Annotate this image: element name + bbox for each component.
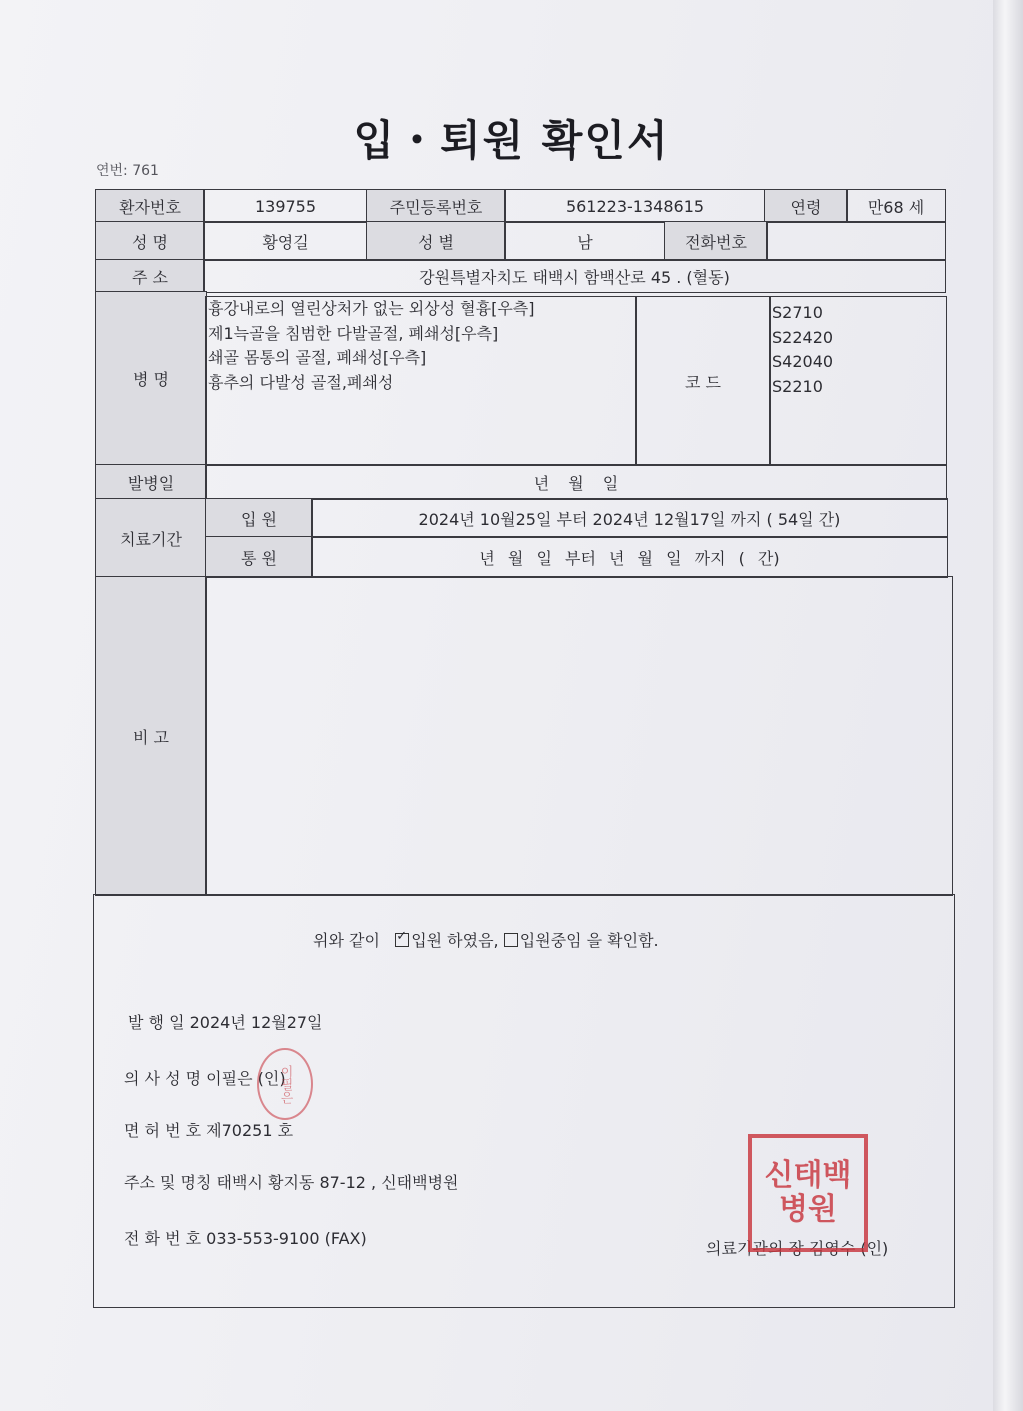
issue-date: 발 행 일 2024년 12월27일 — [128, 1013, 323, 1032]
age-value: 만68 세 — [846, 189, 946, 223]
phone-value — [766, 221, 946, 261]
in-hospital-option: 입원중임 을 확인함. — [519, 931, 659, 950]
rrn-label: 주민등록번호 — [366, 189, 506, 223]
address-value: 강원특별자치도 태백시 함백산로 45 . (혈동) — [203, 259, 946, 293]
age-label: 연령 — [764, 189, 848, 223]
code-item: S2710 — [772, 303, 823, 322]
document-title: 입・퇴원 확인서 — [353, 116, 670, 165]
phone-label: 전화번호 — [664, 221, 768, 261]
diagnosis-list-cell — [205, 296, 637, 466]
code-item: S2210 — [772, 376, 823, 396]
serial-number: 연번: 761 — [96, 163, 159, 179]
admitted-option: 입원 하였음, — [411, 931, 499, 950]
onset-label: 발병일 — [95, 464, 207, 500]
code-list-cell — [769, 296, 947, 466]
doctor-name: 의 사 성 명 이필은 (인) — [124, 1069, 286, 1088]
hospital-phone: 전 화 번 호 033-553-9100 (FAX) — [124, 1229, 367, 1248]
diagnosis-item: 흉추의 다발성 골절,폐쇄성 — [208, 372, 394, 392]
page-edge — [993, 0, 1023, 1411]
confirmation-prefix: 위와 같이 — [313, 931, 380, 950]
remarks-value — [205, 576, 953, 896]
code-label: 코 드 — [635, 296, 771, 466]
diagnosis-item: 제1늑골을 침범한 다발골절, 폐쇄성[우측] — [208, 323, 499, 343]
onset-value: 년 월 일 — [205, 464, 947, 500]
doctor-seal-text: 이필은 — [277, 1064, 293, 1104]
hospital-seal — [748, 1134, 868, 1252]
confirmation-statement — [313, 928, 659, 951]
in-hospital-checkbox[interactable] — [504, 933, 518, 947]
address-label: 주 소 — [95, 259, 205, 293]
rrn-value: 561223-1348615 — [504, 189, 766, 223]
outpatient-period: 년 월 일 부터 년 월 일 까지 ( 간) — [311, 536, 948, 578]
diagnosis-label: 병 명 — [95, 291, 207, 466]
remarks-label: 비 고 — [95, 576, 207, 896]
hospital-seal-text: 신태백병원 — [764, 1158, 852, 1227]
diagnosis-item: 흉강내로의 열린상처가 없는 외상성 혈흉[우측] — [208, 299, 535, 318]
code-item: S42040 — [772, 352, 834, 371]
sex-value: 남 — [504, 221, 666, 261]
patient-no-value: 139755 — [203, 189, 368, 223]
doctor-seal — [257, 1048, 313, 1120]
outpatient-label: 통 원 — [205, 536, 313, 578]
name-value: 황영길 — [203, 221, 368, 261]
treatment-period-label: 치료기간 — [95, 498, 207, 578]
diagnosis-item: 쇄골 몸통의 골절, 폐쇄성[우측] — [208, 348, 427, 367]
name-label: 성 명 — [95, 221, 205, 261]
inpatient-label: 입 원 — [205, 498, 313, 538]
sex-label: 성 별 — [366, 221, 506, 261]
license-number: 면 허 번 호 제70251 호 — [124, 1121, 294, 1140]
patient-no-label: 환자번호 — [95, 189, 205, 223]
code-item: S22420 — [772, 327, 834, 347]
director-name: 의료기관의 장 김영수 (인) — [706, 1239, 889, 1258]
admitted-checkbox[interactable] — [395, 933, 409, 947]
hospital-address: 주소 및 명칭 태백시 황지동 87-12 , 신태백병원 — [124, 1173, 459, 1192]
inpatient-period: 2024년 10월25일 부터 2024년 12월17일 까지 ( 54일 간) — [311, 498, 948, 538]
